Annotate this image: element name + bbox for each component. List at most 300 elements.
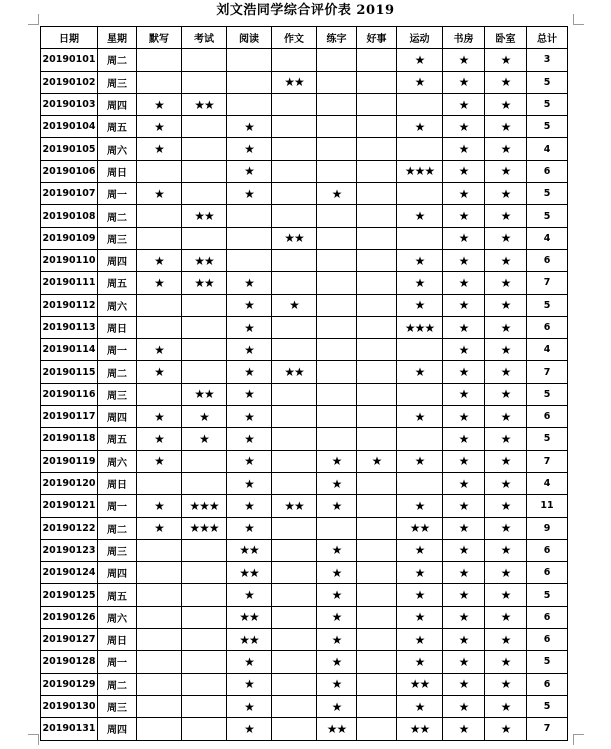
cell-composition-stars	[272, 49, 317, 71]
cell-composition-stars	[272, 316, 317, 338]
cell-bedroom-stars: ★	[485, 539, 527, 561]
cell-weekday: 周三	[98, 227, 137, 249]
cell-reading-stars: ★	[227, 272, 272, 294]
cell-composition-stars	[272, 272, 317, 294]
cell-bedroom-stars: ★	[485, 71, 527, 93]
cell-reading-stars	[227, 227, 272, 249]
cell-exercise-stars: ★	[397, 539, 443, 561]
cell-total: 6	[527, 562, 568, 584]
cell-total: 4	[527, 339, 568, 361]
cell-composition-stars	[272, 249, 317, 271]
cell-dictation-stars	[137, 49, 182, 71]
cell-study-room-stars: ★	[443, 339, 485, 361]
cell-reading-stars	[227, 49, 272, 71]
table-body	[41, 49, 568, 740]
cell-bedroom-stars: ★	[485, 316, 527, 338]
header-calligraphy: 练字	[317, 27, 357, 49]
cell-composition-stars	[272, 138, 317, 160]
cell-weekday: 周二	[98, 673, 137, 695]
cell-study-room-stars: ★	[443, 138, 485, 160]
cell-weekday: 周五	[98, 584, 137, 606]
cell-bedroom-stars: ★	[485, 584, 527, 606]
cell-dictation-stars: ★	[137, 93, 182, 115]
cell-date: 20190117	[41, 406, 98, 428]
cell-composition-stars	[272, 472, 317, 494]
table-row	[41, 450, 568, 472]
table-row	[41, 472, 568, 494]
cell-exercise-stars: ★	[397, 205, 443, 227]
cell-good-deed-stars	[357, 339, 397, 361]
cell-total: 11	[527, 495, 568, 517]
cell-dictation-stars	[137, 718, 182, 740]
cell-dictation-stars: ★	[137, 406, 182, 428]
cell-date: 20190126	[41, 606, 98, 628]
cell-study-room-stars: ★	[443, 629, 485, 651]
cell-bedroom-stars: ★	[485, 673, 527, 695]
cell-date: 20190112	[41, 294, 98, 316]
cell-exercise-stars: ★	[397, 71, 443, 93]
cell-exam-stars	[182, 695, 227, 717]
cell-composition-stars	[272, 651, 317, 673]
cell-composition-stars	[272, 584, 317, 606]
cell-calligraphy-stars	[317, 227, 357, 249]
cell-bedroom-stars: ★	[485, 606, 527, 628]
cell-reading-stars: ★★	[227, 562, 272, 584]
cell-good-deed-stars: ★	[357, 450, 397, 472]
cell-calligraphy-stars	[317, 138, 357, 160]
cell-total: 4	[527, 138, 568, 160]
cell-exercise-stars: ★	[397, 294, 443, 316]
table-row	[41, 562, 568, 584]
table-row	[41, 227, 568, 249]
cell-bedroom-stars: ★	[485, 472, 527, 494]
cell-total: 7	[527, 718, 568, 740]
cell-good-deed-stars	[357, 651, 397, 673]
header-exam: 考试	[182, 27, 227, 49]
cell-exercise-stars	[397, 138, 443, 160]
cell-study-room-stars: ★	[443, 718, 485, 740]
cell-reading-stars: ★	[227, 584, 272, 606]
cell-exercise-stars: ★	[397, 49, 443, 71]
header-dictation: 默写	[137, 27, 182, 49]
table-row	[41, 673, 568, 695]
cell-exam-stars	[182, 361, 227, 383]
cell-good-deed-stars	[357, 428, 397, 450]
cell-dictation-stars: ★	[137, 361, 182, 383]
cell-date: 20190116	[41, 383, 98, 405]
cell-weekday: 周二	[98, 361, 137, 383]
cell-weekday: 周二	[98, 49, 137, 71]
cell-exercise-stars	[397, 339, 443, 361]
cell-weekday: 周日	[98, 316, 137, 338]
cell-exercise-stars: ★	[397, 249, 443, 271]
cell-calligraphy-stars	[317, 428, 357, 450]
cell-total: 6	[527, 539, 568, 561]
cell-weekday: 周六	[98, 138, 137, 160]
cell-study-room-stars: ★	[443, 316, 485, 338]
cell-good-deed-stars	[357, 205, 397, 227]
cell-exercise-stars	[397, 428, 443, 450]
table-row	[41, 339, 568, 361]
cell-study-room-stars: ★	[443, 116, 485, 138]
cell-exercise-stars: ★	[397, 495, 443, 517]
cell-dictation-stars: ★	[137, 428, 182, 450]
cell-weekday: 周日	[98, 629, 137, 651]
cell-good-deed-stars	[357, 606, 397, 628]
cell-total: 6	[527, 606, 568, 628]
cell-reading-stars: ★	[227, 495, 272, 517]
table-row	[41, 294, 568, 316]
cell-total: 7	[527, 450, 568, 472]
cell-study-room-stars: ★	[443, 450, 485, 472]
cell-total: 5	[527, 183, 568, 205]
cell-weekday: 周二	[98, 205, 137, 227]
cell-weekday: 周六	[98, 606, 137, 628]
cell-bedroom-stars: ★	[485, 49, 527, 71]
header-bedroom: 卧室	[485, 27, 527, 49]
cell-study-room-stars: ★	[443, 361, 485, 383]
cell-study-room-stars: ★	[443, 93, 485, 115]
cell-bedroom-stars: ★	[485, 227, 527, 249]
cell-exam-stars: ★★★	[182, 495, 227, 517]
evaluation-table	[40, 26, 568, 741]
header-weekday: 星期	[98, 27, 137, 49]
cell-exam-stars: ★★★	[182, 517, 227, 539]
cell-exercise-stars: ★★	[397, 517, 443, 539]
cell-total: 4	[527, 472, 568, 494]
cell-dictation-stars: ★	[137, 450, 182, 472]
cell-good-deed-stars	[357, 406, 397, 428]
cell-good-deed-stars	[357, 495, 397, 517]
cell-calligraphy-stars: ★	[317, 472, 357, 494]
cell-study-room-stars: ★	[443, 495, 485, 517]
cell-reading-stars: ★	[227, 138, 272, 160]
cell-total: 5	[527, 428, 568, 450]
cell-dictation-stars: ★	[137, 495, 182, 517]
table-row	[41, 361, 568, 383]
header-good-deed: 好事	[357, 27, 397, 49]
cell-good-deed-stars	[357, 629, 397, 651]
cell-study-room-stars: ★	[443, 651, 485, 673]
cell-bedroom-stars: ★	[485, 361, 527, 383]
cell-date: 20190119	[41, 450, 98, 472]
table-row	[41, 629, 568, 651]
table-row	[41, 695, 568, 717]
cell-dictation-stars	[137, 71, 182, 93]
cell-date: 20190111	[41, 272, 98, 294]
cell-reading-stars	[227, 93, 272, 115]
cell-study-room-stars: ★	[443, 294, 485, 316]
cell-dictation-stars	[137, 695, 182, 717]
cell-dictation-stars: ★	[137, 517, 182, 539]
cell-bedroom-stars: ★	[485, 517, 527, 539]
cell-date: 20190130	[41, 695, 98, 717]
cell-composition-stars	[272, 93, 317, 115]
cell-bedroom-stars: ★	[485, 629, 527, 651]
cell-weekday: 周一	[98, 495, 137, 517]
cell-exam-stars	[182, 49, 227, 71]
cell-dictation-stars: ★	[137, 116, 182, 138]
cell-dictation-stars: ★	[137, 339, 182, 361]
cell-dictation-stars	[137, 539, 182, 561]
table-row	[41, 138, 568, 160]
cell-total: 6	[527, 160, 568, 182]
table-row	[41, 718, 568, 740]
cell-exercise-stars	[397, 383, 443, 405]
cell-reading-stars: ★	[227, 517, 272, 539]
cell-bedroom-stars: ★	[485, 294, 527, 316]
cell-weekday: 周二	[98, 517, 137, 539]
cell-composition-stars	[272, 406, 317, 428]
cell-study-room-stars: ★	[443, 205, 485, 227]
cell-composition-stars	[272, 517, 317, 539]
cell-exam-stars: ★★	[182, 93, 227, 115]
cell-bedroom-stars: ★	[485, 651, 527, 673]
cell-dictation-stars	[137, 160, 182, 182]
cell-composition-stars	[272, 116, 317, 138]
table-row	[41, 539, 568, 561]
cell-exam-stars	[182, 183, 227, 205]
cell-exercise-stars	[397, 183, 443, 205]
table-row	[41, 428, 568, 450]
cell-calligraphy-stars	[317, 339, 357, 361]
cell-weekday: 周五	[98, 272, 137, 294]
cell-exam-stars	[182, 339, 227, 361]
cell-bedroom-stars: ★	[485, 495, 527, 517]
header-date: 日期	[41, 27, 98, 49]
cell-total: 5	[527, 651, 568, 673]
cell-good-deed-stars	[357, 138, 397, 160]
cell-composition-stars	[272, 539, 317, 561]
cell-reading-stars	[227, 71, 272, 93]
cell-bedroom-stars: ★	[485, 183, 527, 205]
cell-composition-stars	[272, 339, 317, 361]
cell-bedroom-stars: ★	[485, 160, 527, 182]
cell-reading-stars: ★	[227, 183, 272, 205]
cell-date: 20190121	[41, 495, 98, 517]
cell-exercise-stars	[397, 93, 443, 115]
cell-exercise-stars	[397, 227, 443, 249]
cell-study-room-stars: ★	[443, 49, 485, 71]
header-study-room: 书房	[443, 27, 485, 49]
table-row	[41, 71, 568, 93]
cell-good-deed-stars	[357, 472, 397, 494]
cell-total: 5	[527, 205, 568, 227]
cell-total: 5	[527, 383, 568, 405]
cell-study-room-stars: ★	[443, 249, 485, 271]
cell-dictation-stars	[137, 673, 182, 695]
cell-weekday: 周五	[98, 116, 137, 138]
cell-calligraphy-stars: ★	[317, 651, 357, 673]
cell-study-room-stars: ★	[443, 227, 485, 249]
table-row	[41, 116, 568, 138]
cell-good-deed-stars	[357, 316, 397, 338]
cell-date: 20190115	[41, 361, 98, 383]
cell-composition-stars	[272, 695, 317, 717]
cell-bedroom-stars: ★	[485, 406, 527, 428]
cell-composition-stars: ★★	[272, 495, 317, 517]
cell-weekday: 周一	[98, 651, 137, 673]
cell-good-deed-stars	[357, 272, 397, 294]
cell-good-deed-stars	[357, 183, 397, 205]
cell-dictation-stars	[137, 651, 182, 673]
cell-weekday: 周四	[98, 562, 137, 584]
cell-bedroom-stars: ★	[485, 116, 527, 138]
cell-composition-stars: ★	[272, 294, 317, 316]
cell-calligraphy-stars: ★	[317, 183, 357, 205]
cell-study-room-stars: ★	[443, 517, 485, 539]
cell-exercise-stars: ★★★	[397, 316, 443, 338]
cell-weekday: 周一	[98, 183, 137, 205]
cell-composition-stars	[272, 450, 317, 472]
cell-exam-stars	[182, 450, 227, 472]
cell-calligraphy-stars: ★	[317, 495, 357, 517]
cell-date: 20190118	[41, 428, 98, 450]
cell-weekday: 周三	[98, 71, 137, 93]
cell-exercise-stars: ★	[397, 450, 443, 472]
cell-exam-stars	[182, 718, 227, 740]
cell-exam-stars: ★★	[182, 383, 227, 405]
cell-bedroom-stars: ★	[485, 249, 527, 271]
cell-bedroom-stars: ★	[485, 138, 527, 160]
cell-composition-stars	[272, 606, 317, 628]
cell-calligraphy-stars: ★	[317, 606, 357, 628]
cell-composition-stars: ★★	[272, 71, 317, 93]
cell-reading-stars: ★	[227, 160, 272, 182]
cell-good-deed-stars	[357, 695, 397, 717]
cell-study-room-stars: ★	[443, 584, 485, 606]
cell-study-room-stars: ★	[443, 562, 485, 584]
cell-date: 20190109	[41, 227, 98, 249]
header-composition: 作文	[272, 27, 317, 49]
cell-dictation-stars	[137, 562, 182, 584]
cell-reading-stars: ★	[227, 651, 272, 673]
cell-date: 20190104	[41, 116, 98, 138]
cell-date: 20190122	[41, 517, 98, 539]
cell-composition-stars	[272, 718, 317, 740]
cell-reading-stars: ★	[227, 428, 272, 450]
cell-composition-stars: ★★	[272, 227, 317, 249]
cell-calligraphy-stars	[317, 316, 357, 338]
cell-weekday: 周五	[98, 428, 137, 450]
cell-total: 5	[527, 71, 568, 93]
cell-reading-stars: ★★	[227, 606, 272, 628]
cell-study-room-stars: ★	[443, 383, 485, 405]
cell-dictation-stars	[137, 227, 182, 249]
cell-date: 20190113	[41, 316, 98, 338]
cell-total: 5	[527, 116, 568, 138]
cell-reading-stars	[227, 249, 272, 271]
cell-dictation-stars	[137, 205, 182, 227]
table-row	[41, 584, 568, 606]
table-row	[41, 249, 568, 271]
cell-good-deed-stars	[357, 116, 397, 138]
cell-reading-stars: ★	[227, 406, 272, 428]
table-row	[41, 205, 568, 227]
cell-exercise-stars: ★	[397, 406, 443, 428]
cell-dictation-stars	[137, 316, 182, 338]
cell-date: 20190120	[41, 472, 98, 494]
cell-good-deed-stars	[357, 584, 397, 606]
cell-reading-stars	[227, 205, 272, 227]
cell-composition-stars	[272, 183, 317, 205]
cell-reading-stars: ★	[227, 316, 272, 338]
cell-calligraphy-stars	[317, 71, 357, 93]
cell-exercise-stars: ★★	[397, 673, 443, 695]
cell-exam-stars	[182, 116, 227, 138]
cell-exam-stars	[182, 138, 227, 160]
cell-bedroom-stars: ★	[485, 718, 527, 740]
cell-calligraphy-stars	[317, 205, 357, 227]
cell-dictation-stars	[137, 584, 182, 606]
cell-bedroom-stars: ★	[485, 428, 527, 450]
cell-exam-stars	[182, 71, 227, 93]
cell-date: 20190107	[41, 183, 98, 205]
cell-weekday: 周三	[98, 695, 137, 717]
cell-total: 4	[527, 227, 568, 249]
cell-exam-stars: ★	[182, 406, 227, 428]
table-row	[41, 183, 568, 205]
table-row	[41, 272, 568, 294]
cell-study-room-stars: ★	[443, 472, 485, 494]
cell-date: 20190123	[41, 539, 98, 561]
cell-reading-stars: ★	[227, 695, 272, 717]
cell-reading-stars: ★	[227, 450, 272, 472]
cell-date: 20190106	[41, 160, 98, 182]
cell-bedroom-stars: ★	[485, 205, 527, 227]
cell-reading-stars: ★★	[227, 539, 272, 561]
cell-exam-stars	[182, 629, 227, 651]
cell-study-room-stars: ★	[443, 428, 485, 450]
cell-total: 5	[527, 93, 568, 115]
cell-good-deed-stars	[357, 517, 397, 539]
cell-calligraphy-stars	[317, 406, 357, 428]
cell-total: 6	[527, 406, 568, 428]
table-row	[41, 93, 568, 115]
cell-date: 20190101	[41, 49, 98, 71]
cell-calligraphy-stars: ★	[317, 584, 357, 606]
cell-exam-stars	[182, 539, 227, 561]
cell-reading-stars: ★	[227, 294, 272, 316]
cell-weekday: 周四	[98, 93, 137, 115]
cell-calligraphy-stars	[317, 272, 357, 294]
cell-good-deed-stars	[357, 160, 397, 182]
cell-bedroom-stars: ★	[485, 272, 527, 294]
cell-exercise-stars: ★★★	[397, 160, 443, 182]
cell-composition-stars	[272, 673, 317, 695]
cell-calligraphy-stars: ★	[317, 629, 357, 651]
cell-exam-stars: ★★	[182, 272, 227, 294]
header-row	[41, 27, 568, 49]
cell-date: 20190114	[41, 339, 98, 361]
cell-good-deed-stars	[357, 539, 397, 561]
cell-good-deed-stars	[357, 249, 397, 271]
cell-study-room-stars: ★	[443, 183, 485, 205]
cell-date: 20190127	[41, 629, 98, 651]
cell-exercise-stars	[397, 472, 443, 494]
cell-study-room-stars: ★	[443, 539, 485, 561]
document-title: 刘文浩同学综合评价表 2019	[216, 3, 395, 18]
cell-date: 20190102	[41, 71, 98, 93]
cell-study-room-stars: ★	[443, 160, 485, 182]
cell-bedroom-stars: ★	[485, 562, 527, 584]
cell-calligraphy-stars	[317, 249, 357, 271]
cell-exam-stars	[182, 651, 227, 673]
cell-exam-stars	[182, 606, 227, 628]
cell-reading-stars: ★	[227, 116, 272, 138]
header-total: 总计	[527, 27, 568, 49]
cell-exam-stars	[182, 673, 227, 695]
